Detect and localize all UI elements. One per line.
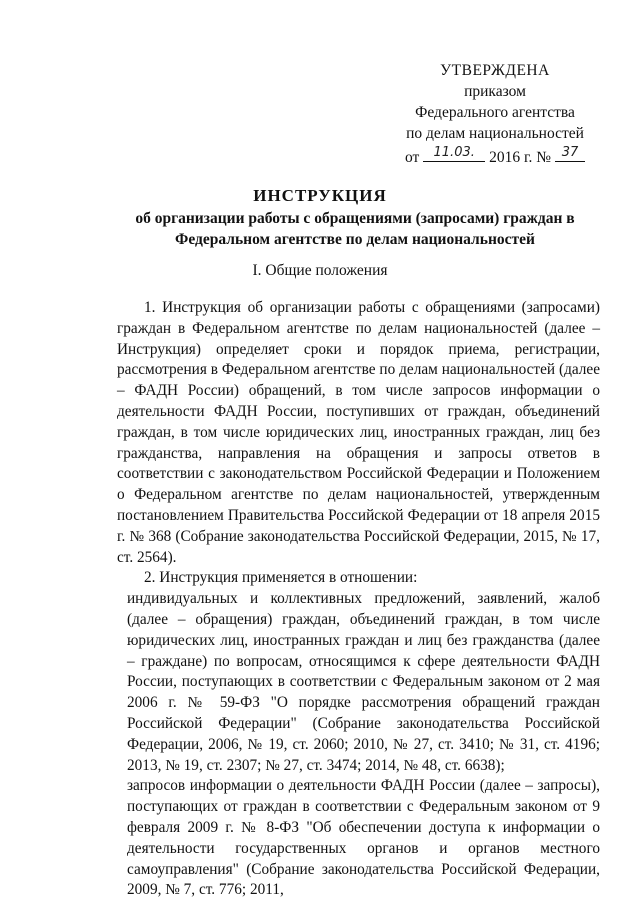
paragraph-2: 2. Инструкция применяется в отношении: [144,569,418,587]
subtitle-line1: об организации работы с обращениями (запросами) граждан в [135,210,575,227]
handwritten-number: 37 [561,145,579,160]
section-heading: I. Общие положения [252,262,388,279]
handwritten-date: 11.03. [433,145,475,160]
document-body [117,298,600,901]
approval-agency-line1: Федерального агентства [415,104,575,121]
paragraph-4: запросов информации о деятельности ФАДН России (далее – запросы), поступающих от граждан в соответствии с Федеральным законом от 9 февраля 2009 г. № 8-ФЗ "Об обеспечении доступа к информации о деятельности государственных органов и органов местного самоуправления" (Собрание законодательства Российской Федерации, 2009, № 7, ст. 776; 2011, [127,777,600,899]
approval-status: УТВЕРЖДЕНА [440,62,550,79]
year-number-text: 2016 г. № [489,149,552,166]
paragraph-3: индивидуальных и коллективных предложений, заявлений, жалоб (далее – обращения) граждан, объединений граждан, в том числе юридических лиц, иностранных граждан и лиц без гражданства (далее – граждане) по вопросам, относящимся к сфере деятельности ФАДН России, поступающих в соответствии с Федеральным законом от 2 мая 2006 г. № 59-ФЗ "О порядке рассмотрения обращений граждан Российской Федерации" (Собрание законодательства Российской Федерации, 2006, № 19, ст. 2060; 2010, № 27, ст. 3410; № 31, ст. 4196; 2013, № 19, ст. 2307; № 27, ст. 3474; 2014, № 48, ст. 6638); [127,590,600,774]
document-subtitle [110,208,600,250]
document-title: ИНСТРУКЦИЯ [253,186,387,205]
subtitle-line2: Федеральном агентстве по делам национальностей [175,231,535,248]
approval-stamp [380,60,610,168]
paragraph-1: 1. Инструкция об организации работы с обращениями (запросами) граждан в Федеральном агентстве по делам национальностей (далее – Инструкция) определяет сроки и порядок приема, регистрации, рассмотрения в Федеральном агентстве по делам национальностей (далее – ФАДН России) обращений, в том числе запросов информации о деятельности ФАДН России, поступивших от граждан, объединений граждан, в том числе юридических лиц, иностранных граждан, лиц без гражданства, направления на обращения и запросы ответов в соответствии с законодательством Российской Федерации и Положением о Федеральном агентстве по делам национальностей, утвержденным постановлением Правительства Российской Федерации от 18 апреля 2015 г. № 368 (Собрание законодательства Российской Федерации, 2015, № 17, ст. 2564). [117,299,600,566]
date-blank [423,144,485,162]
number-blank [555,144,585,162]
date-prefix: от [405,149,420,166]
approval-order-line [380,144,610,168]
approval-by: приказом [464,83,526,100]
approval-agency-line2: по делам национальностей [406,125,584,142]
